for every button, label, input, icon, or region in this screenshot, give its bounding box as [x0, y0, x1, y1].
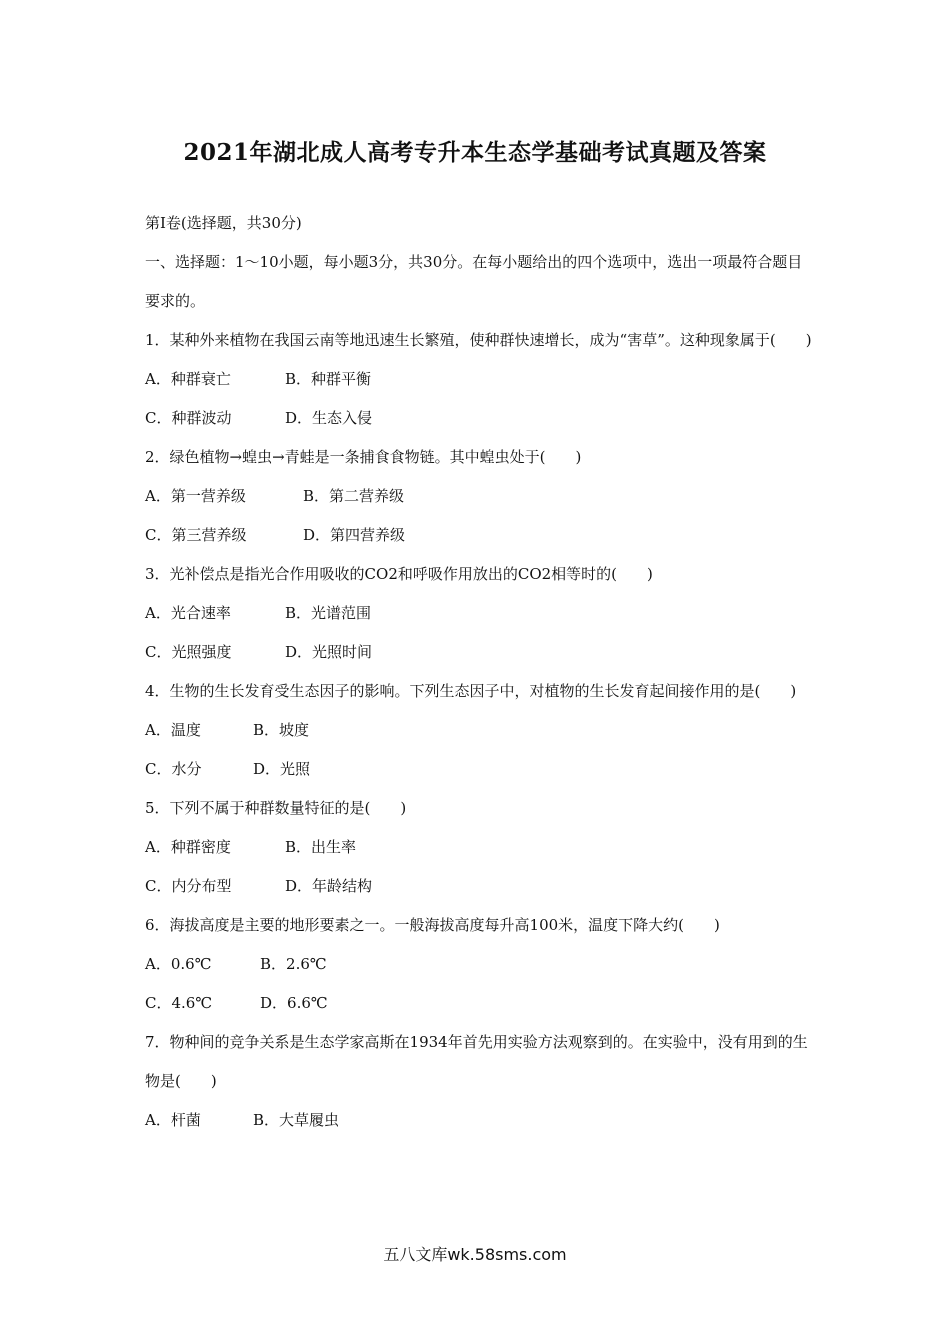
question-6-stem: 6．海拔高度是主要的地形要素之一。一般海拔高度每升高100米，温度下降大约( ): [145, 916, 720, 934]
question-6-options-row-2: [145, 984, 815, 1023]
question-5-options-row-1: [145, 828, 815, 867]
instructions: 一、选择题：1～10小题，每小题3分，共30分。在每小题给出的四个选项中，选出一项最符合题目要求的。: [145, 253, 803, 310]
question-3-options-row-1: [145, 594, 815, 633]
question-4-stem: 4．生物的生长发育受生态因子的影响。下列生态因子中，对植物的生长发育起间接作用的是( ): [145, 682, 797, 700]
option-d: D．生态入侵: [285, 409, 373, 427]
option-c: C．4.6℃: [145, 994, 213, 1012]
section-header: 第Ⅰ卷(选择题，共30分): [145, 214, 302, 232]
question-6-options-row-1: [145, 945, 815, 984]
question-1-options-row-1: [145, 360, 815, 399]
option-b: B．坡度: [253, 721, 310, 739]
question-5-stem: 5．下列不属于种群数量特征的是( ): [145, 799, 407, 817]
question-2-options-row-1: [145, 477, 815, 516]
question-2-options-row-2: [145, 516, 815, 555]
option-a: A．温度: [145, 721, 201, 739]
option-a: A．杆菌: [145, 1111, 201, 1129]
option-d: D．6.6℃: [260, 994, 328, 1012]
page-title: 2021年湖北成人高考专升本生态学基础考试真题及答案: [183, 139, 767, 166]
option-c: C．光照强度: [145, 643, 232, 661]
option-c: C．内分布型: [145, 877, 232, 895]
option-b: B．光谱范围: [285, 604, 372, 622]
option-d: D．第四营养级: [303, 526, 406, 544]
question-1-options-row-2: [145, 399, 815, 438]
question-2-stem: 2．绿色植物→蝗虫→青蛙是一条捕食食物链。其中蝗虫处于( ): [145, 448, 582, 466]
option-d: D．年龄结构: [285, 877, 373, 895]
option-b: B．出生率: [285, 838, 357, 856]
option-d: D．光照: [253, 760, 311, 778]
option-b: B．大草履虫: [253, 1111, 340, 1129]
question-7-stem: 7．物种间的竞争关系是生态学家高斯在1934年首先用实验方法观察到的。在实验中，没有用到的生物是( ): [145, 1033, 808, 1090]
question-4-options-row-1: [145, 711, 815, 750]
question-7-options-row-1: [145, 1101, 815, 1140]
option-b: B．种群平衡: [285, 370, 372, 388]
option-a: A．0.6℃: [145, 955, 212, 973]
question-3-stem: 3．光补偿点是指光合作用吸收的CO2和呼吸作用放出的CO2相等时的( ): [145, 565, 653, 583]
option-a: A．种群衰亡: [145, 370, 231, 388]
question-3-options-row-2: [145, 633, 815, 672]
option-a: A．光合速率: [145, 604, 231, 622]
question-1-stem: 1．某种外来植物在我国云南等地迅速生长繁殖，使种群快速增长，成为“害草”。这种现象属于( ): [145, 331, 812, 349]
question-5-options-row-2: [145, 867, 815, 906]
option-c: C．种群波动: [145, 409, 232, 427]
document-body: [145, 204, 815, 1140]
option-c: C．水分: [145, 760, 202, 778]
option-c: C．第三营养级: [145, 526, 247, 544]
option-b: B．第二营养级: [303, 487, 405, 505]
option-d: D．光照时间: [285, 643, 373, 661]
question-4-options-row-2: [145, 750, 815, 789]
option-b: B．2.6℃: [260, 955, 327, 973]
option-a: A．种群密度: [145, 838, 231, 856]
footer-watermark: 五八文库wk.58sms.com: [383, 1245, 567, 1264]
option-a: A．第一营养级: [145, 487, 246, 505]
